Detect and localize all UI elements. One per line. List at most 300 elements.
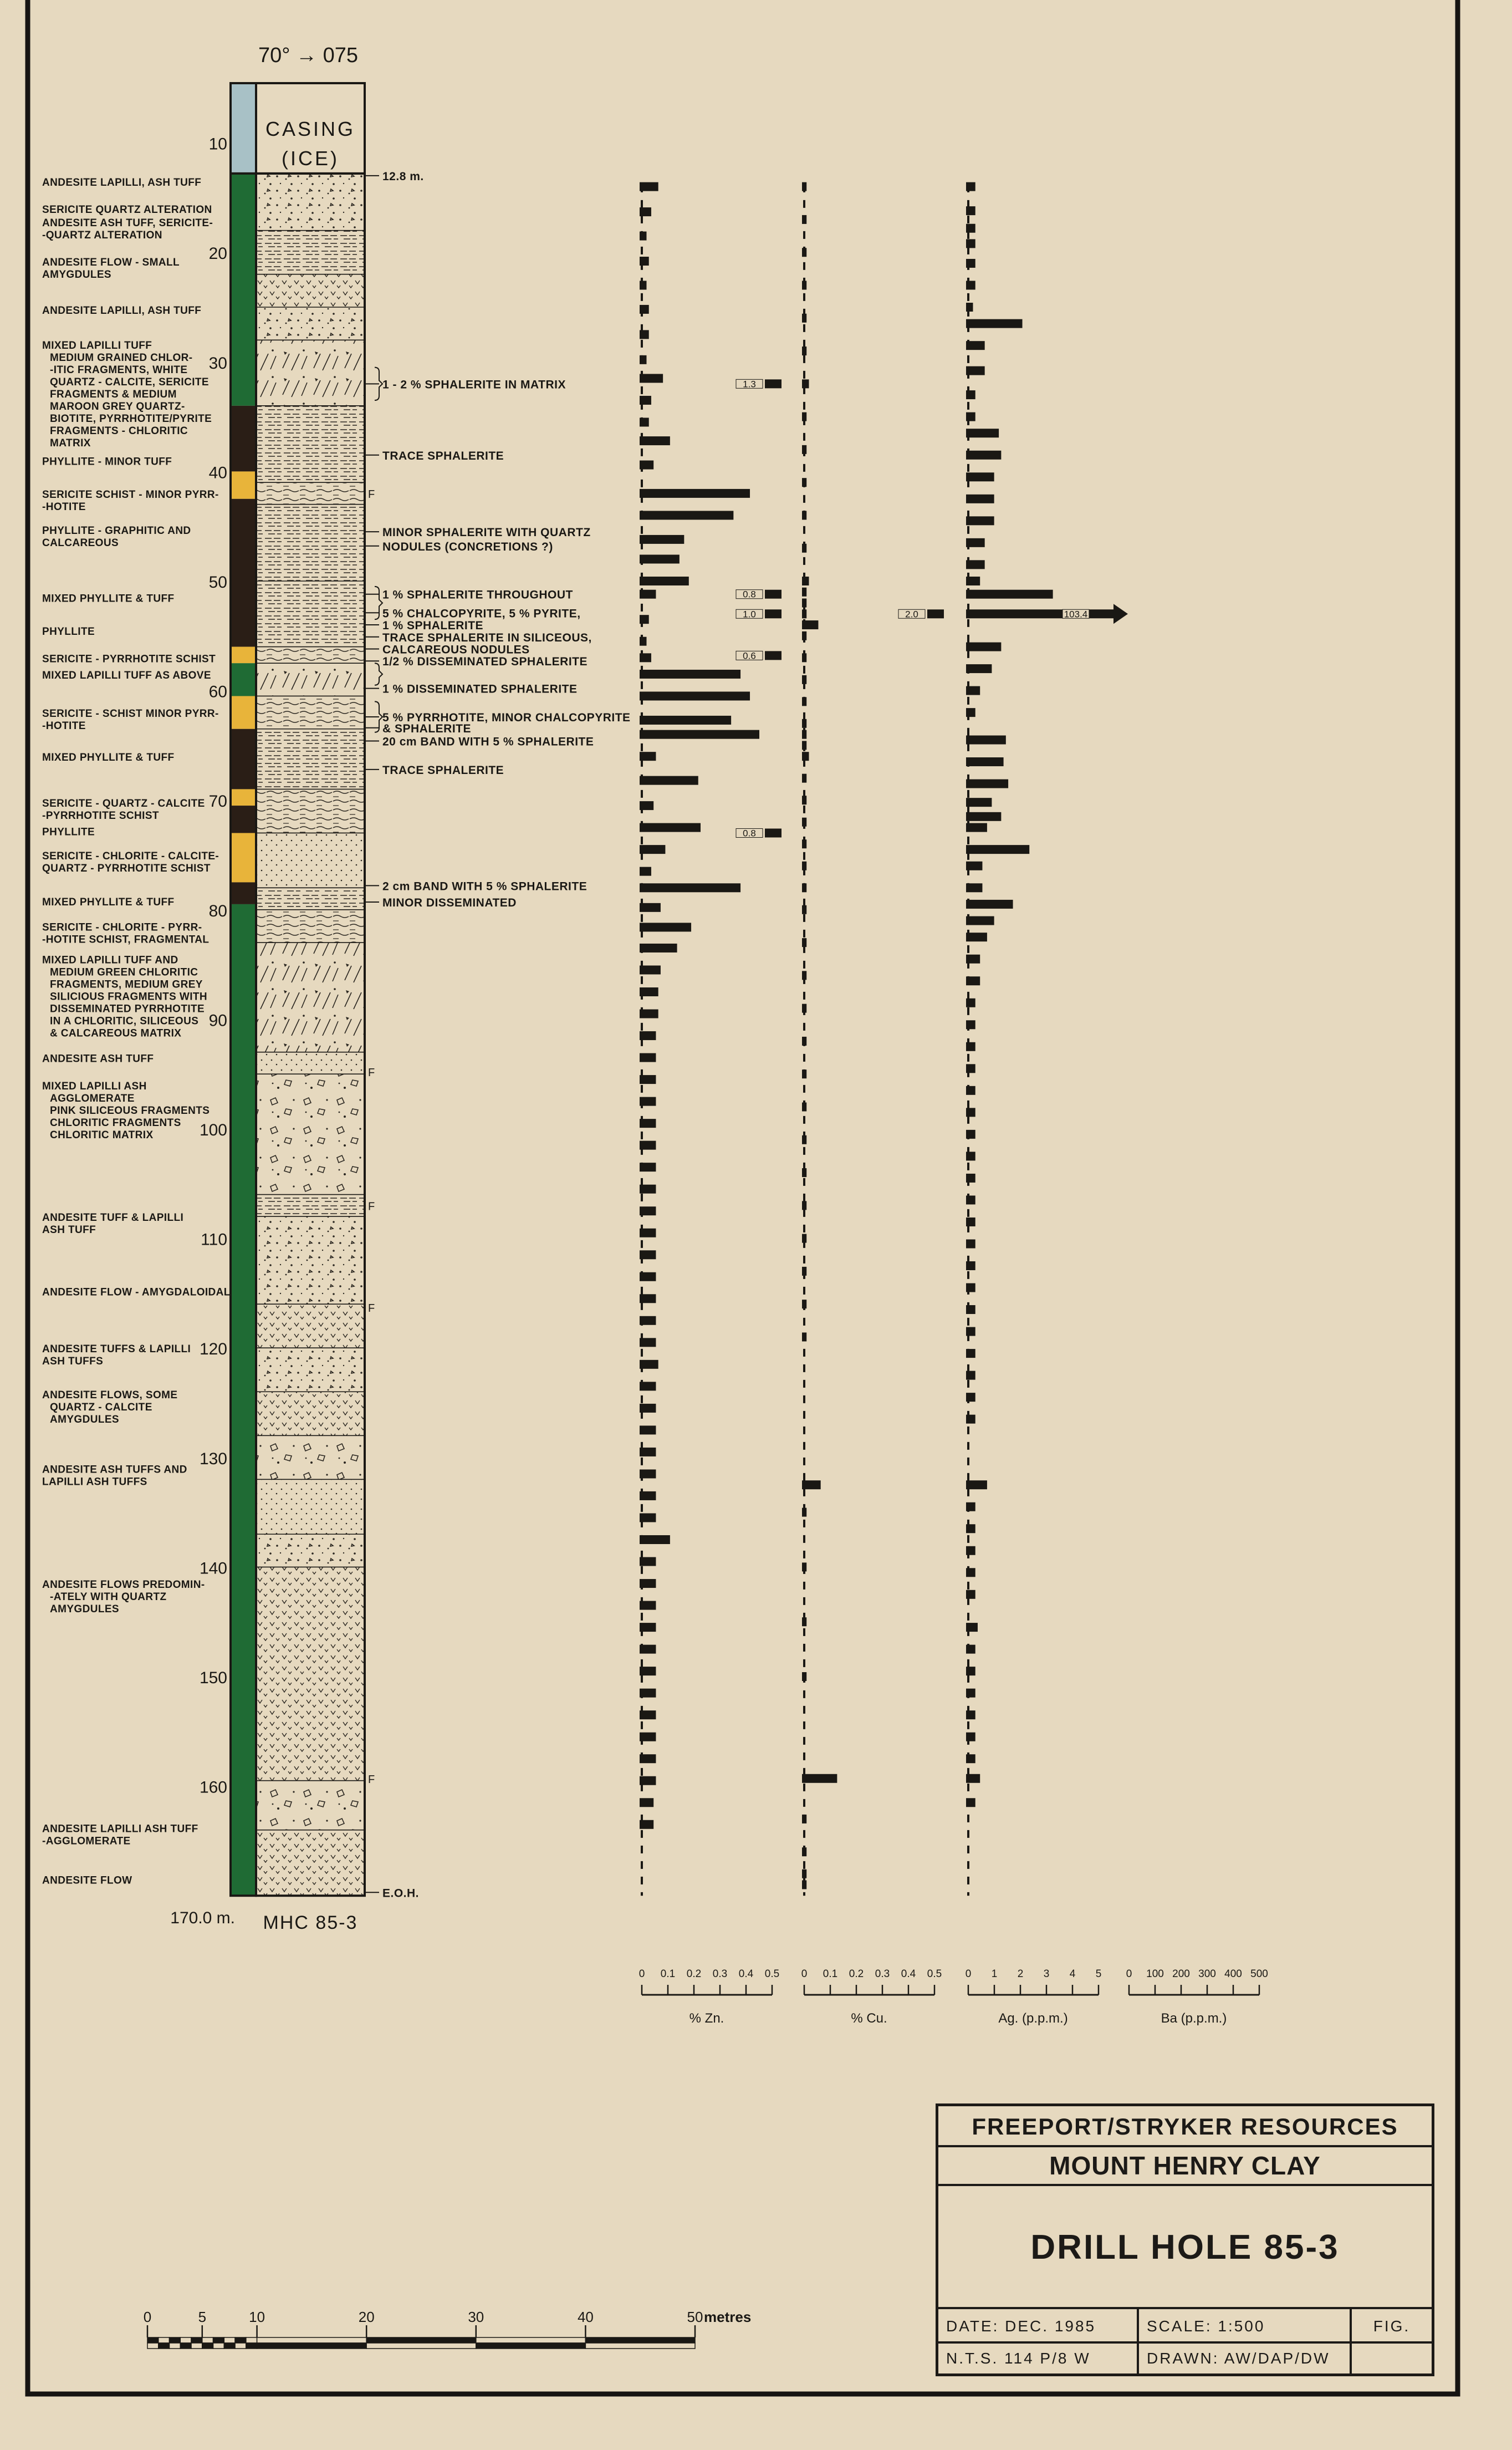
assay-bar-0-53 bbox=[640, 1338, 656, 1347]
axis-tick-label-1-4: 0.4 bbox=[901, 1968, 916, 1980]
rock-pattern-8 bbox=[256, 581, 365, 647]
assay-bar-0-17 bbox=[640, 577, 689, 585]
assay-bar-2-72 bbox=[966, 1754, 975, 1763]
rock-pattern-21 bbox=[256, 1216, 365, 1304]
scale-check-bot-0 bbox=[147, 2343, 159, 2349]
axis-tick-label-0-0: 0 bbox=[638, 1968, 645, 1980]
lithology-descriptions bbox=[42, 177, 231, 1887]
axis-tick-label-0-2: 0.2 bbox=[686, 1968, 702, 1980]
assay-bar-2-68 bbox=[966, 1667, 975, 1675]
assay-bar-0-24 bbox=[640, 716, 731, 725]
assay-bar-1-5 bbox=[802, 347, 806, 355]
mineral-note-3: MINOR SPHALERITE WITH QUARTZ bbox=[382, 526, 591, 539]
assay-bar-0-69 bbox=[640, 1689, 656, 1698]
depth-tick-120: 120 bbox=[199, 1340, 227, 1359]
assay-bar-1-14 bbox=[802, 599, 806, 608]
hole-bearing: 70° → 075 bbox=[258, 44, 358, 67]
assay-bar-0-4 bbox=[640, 281, 646, 289]
mineralization-notes bbox=[366, 170, 631, 1899]
assay-bar-0-26 bbox=[640, 752, 656, 761]
lithology-label-22-0: MIXED LAPILLI ASH bbox=[42, 1080, 147, 1092]
assay-bar-0-62 bbox=[640, 1535, 670, 1544]
value-label-2-0: 103.4 bbox=[1064, 609, 1088, 620]
casing-label: CASING bbox=[265, 118, 356, 140]
bar-cap-0-2 bbox=[765, 609, 781, 618]
assay-bar-0-70 bbox=[640, 1710, 656, 1719]
mineral-note-8: TRACE SPHALERITE IN SILICEOUS, bbox=[382, 631, 592, 644]
assay-bar-2-65 bbox=[966, 1590, 975, 1599]
rock-pattern-7 bbox=[256, 505, 365, 581]
assay-bar-1-20 bbox=[802, 697, 806, 706]
rock-pattern-27 bbox=[256, 1534, 365, 1567]
axis-tick-label-1-0: 0 bbox=[801, 1968, 808, 1980]
mineral-note-12: 5 % PYRRHOTITE, MINOR CHALCOPYRITE bbox=[382, 711, 631, 725]
assay-bar-1-43 bbox=[802, 1300, 806, 1308]
lithology-strip-4 bbox=[231, 647, 256, 664]
assay-bar-0-23 bbox=[640, 691, 750, 700]
assay-bar-1-29 bbox=[802, 862, 806, 870]
scale-seg-top-0 bbox=[257, 2337, 367, 2343]
scale-check-bot-6 bbox=[213, 2343, 224, 2349]
axis-tick-label-2-1: 1 bbox=[991, 1968, 998, 1980]
mineral-note-17: MINOR DISSEMINATED bbox=[382, 896, 517, 909]
nts-cell: N.T.S. 114 P/8 W bbox=[938, 2344, 1139, 2373]
depth-tick-110: 110 bbox=[201, 1230, 227, 1249]
depth-tick-90: 90 bbox=[208, 1011, 227, 1030]
assay-bar-2-63 bbox=[966, 1546, 975, 1555]
mineral-note-16: 2 cm BAND WITH 5 % SPHALERITE bbox=[382, 880, 588, 893]
assay-bar-0-15 bbox=[640, 535, 684, 544]
lithology-label-24-0: ANDESITE FLOW - AMYGDALOIDAL bbox=[42, 1286, 231, 1298]
assay-bar-0-60 bbox=[640, 1491, 656, 1500]
assay-bar-0-22 bbox=[640, 670, 740, 679]
lithology-label-1-0: SERICITE QUARTZ ALTERATION bbox=[42, 204, 212, 216]
assay-bar-2-54 bbox=[966, 1305, 975, 1314]
assay-bar-0-46 bbox=[640, 1185, 656, 1194]
depth-tick-130: 130 bbox=[199, 1449, 227, 1468]
lithology-label-6-0: PHYLLITE - MINOR TUFF bbox=[42, 456, 172, 468]
scale-seg-bot-0 bbox=[257, 2343, 367, 2349]
assay-bar-0-39 bbox=[640, 1031, 656, 1040]
value-label-0-1: 0.8 bbox=[743, 589, 756, 600]
assay-bar-2-60 bbox=[966, 1480, 987, 1489]
depth-tick-50: 50 bbox=[208, 573, 227, 592]
assay-bar-2-46 bbox=[966, 1130, 975, 1139]
scale-check-top-5 bbox=[202, 2337, 213, 2343]
lithology-label-8-1: CALCAREOUS bbox=[42, 537, 119, 549]
assay-bar-1-1 bbox=[802, 215, 806, 224]
assay-bar-0-44 bbox=[640, 1141, 656, 1150]
assay-bar-0-20 bbox=[640, 637, 646, 646]
assay-bar-0-66 bbox=[640, 1623, 656, 1632]
bar-cap-0-3 bbox=[765, 651, 781, 660]
assay-bar-0-34 bbox=[640, 923, 691, 931]
lithology-label-15-1: -PYRRHOTITE SCHIST bbox=[42, 810, 159, 822]
casing-sublabel: (ICE) bbox=[282, 147, 339, 170]
lithology-label-16-0: PHYLLITE bbox=[42, 826, 95, 838]
lithology-label-15-0: SERICITE - QUARTZ - CALCITE bbox=[42, 798, 205, 810]
lithology-label-19-1: -HOTITE SCHIST, FRAGMENTAL bbox=[42, 934, 210, 946]
rock-pattern-15 bbox=[256, 888, 365, 910]
lithology-label-22-3: CHLORITIC FRAGMENTS bbox=[50, 1117, 181, 1129]
assay-bar-0-38 bbox=[640, 1010, 658, 1018]
mineral-note-18: E.O.H. bbox=[382, 1887, 420, 1900]
assay-panel-0 bbox=[639, 182, 781, 2026]
scale-check-top-8 bbox=[235, 2337, 246, 2343]
lithology-label-20-5: IN A CHLORITIC, SILICEOUS bbox=[50, 1015, 199, 1027]
axis-tick-label-2-2: 2 bbox=[1017, 1968, 1024, 1980]
assay-bar-0-27 bbox=[640, 776, 698, 785]
lithology-label-19-0: SERICITE - CHLORITE - PYRR- bbox=[42, 921, 202, 934]
rock-pattern-5 bbox=[256, 406, 365, 482]
scale-tick-label-2: 10 bbox=[249, 2309, 265, 2325]
assay-bar-0-58 bbox=[640, 1448, 656, 1456]
assay-bar-2-53 bbox=[966, 1283, 975, 1292]
assay-bar-2-8 bbox=[966, 341, 985, 350]
assay-bar-0-32 bbox=[640, 883, 740, 892]
hole-id-label: MHC 85-3 bbox=[263, 1912, 358, 1934]
assay-bar-0-65 bbox=[640, 1601, 656, 1610]
lithology-label-5-0: MIXED LAPILLI TUFF bbox=[42, 340, 152, 352]
assay-bar-2-42 bbox=[966, 1042, 975, 1051]
lithology-strip-1 bbox=[231, 406, 256, 472]
fault-marker-1: F bbox=[368, 1067, 375, 1079]
lithology-label-12-0: MIXED LAPILLI TUFF AS ABOVE bbox=[42, 669, 211, 681]
assay-bar-1-31 bbox=[802, 905, 806, 914]
lithology-label-22-2: PINK SILICEOUS FRAGMENTS bbox=[50, 1104, 210, 1117]
assay-bar-0-29 bbox=[640, 823, 701, 832]
rock-pattern-26 bbox=[256, 1479, 365, 1534]
assay-bar-2-52 bbox=[966, 1261, 975, 1270]
assay-bar-2-36 bbox=[966, 916, 994, 925]
lithology-label-3-1: AMYGDULES bbox=[42, 269, 111, 281]
assay-bar-0-5 bbox=[640, 305, 649, 314]
lithology-label-28-0: ANDESITE FLOWS PREDOMIN- bbox=[42, 1579, 205, 1591]
depth-tick-40: 40 bbox=[208, 463, 227, 482]
assay-bar-0-72 bbox=[640, 1754, 656, 1763]
assay-bar-2-29 bbox=[966, 798, 992, 807]
assay-bar-0-6 bbox=[640, 330, 649, 339]
assay-bar-2-61 bbox=[966, 1502, 975, 1511]
axis-tick-label-0-1: 0.1 bbox=[660, 1968, 676, 1980]
assay-bar-2-45 bbox=[966, 1108, 975, 1117]
lithology-label-23-0: ANDESITE TUFF & LAPILLI bbox=[42, 1212, 184, 1224]
assay-bar-2-32 bbox=[966, 845, 1029, 854]
lithology-label-2-1: -QUARTZ ALTERATION bbox=[42, 229, 162, 241]
depth-tick-10: 10 bbox=[208, 135, 227, 154]
scale-bar bbox=[144, 2309, 752, 2349]
assay-bar-2-49 bbox=[966, 1195, 975, 1204]
depth-tick-100: 100 bbox=[199, 1121, 227, 1139]
lithology-label-7-0: SERICITE SCHIST - MINOR PYRR- bbox=[42, 488, 219, 501]
assay-bar-1-45 bbox=[802, 1480, 821, 1489]
assay-bar-2-11 bbox=[966, 412, 975, 421]
lithology-label-22-4: CHLORITIC MATRIX bbox=[50, 1129, 154, 1141]
axis-title-1: % Cu. bbox=[851, 2011, 887, 2026]
scale-seg-top-3 bbox=[585, 2337, 695, 2343]
assay-bar-0-45 bbox=[640, 1163, 656, 1171]
value-label-0-0: 1.3 bbox=[743, 379, 756, 390]
assay-bar-2-14 bbox=[966, 472, 994, 481]
assay-bar-2-22 bbox=[966, 643, 1001, 651]
lithology-label-17-0: SERICITE - CHLORITE - CALCITE- bbox=[42, 850, 219, 862]
rock-pattern-12 bbox=[256, 729, 365, 789]
assay-bar-2-28 bbox=[966, 780, 1008, 788]
mineral-note-10: 1/2 % DISSEMINATED SPHALERITE bbox=[382, 655, 588, 669]
assay-bar-2-12 bbox=[966, 429, 999, 437]
scale-tick-label-3: 20 bbox=[358, 2309, 375, 2325]
lithology-label-25-0: ANDESITE TUFFS & LAPILLI bbox=[42, 1343, 191, 1356]
assay-bar-0-25 bbox=[640, 730, 759, 739]
assay-bar-2-39 bbox=[966, 976, 980, 985]
assay-bar-2-35 bbox=[966, 900, 1013, 909]
assay-bar-1-37 bbox=[802, 1102, 806, 1111]
assay-bar-1-26 bbox=[802, 796, 806, 804]
assay-bar-1-50 bbox=[802, 1774, 837, 1783]
lithology-label-4-0: ANDESITE LAPILLI, ASH TUFF bbox=[42, 304, 202, 317]
axis-tick-label-2-5: 5 bbox=[1095, 1968, 1102, 1980]
assay-bar-2-67 bbox=[966, 1645, 975, 1654]
assay-bar-0-16 bbox=[640, 554, 680, 563]
assay-bar-1-49 bbox=[802, 1672, 806, 1681]
lithology-label-23-1: ASH TUFF bbox=[42, 1224, 96, 1236]
scale-tick-label-4: 30 bbox=[468, 2309, 484, 2325]
assay-bar-1-32 bbox=[802, 938, 806, 947]
assay-bar-2-56 bbox=[966, 1349, 975, 1358]
lithology-label-8-0: PHYLLITE - GRAPHITIC AND bbox=[42, 525, 191, 537]
scale-check-bot-8 bbox=[235, 2343, 246, 2349]
assay-bar-1-19 bbox=[802, 675, 806, 684]
depth-tick-30: 30 bbox=[208, 354, 227, 373]
overflow-arrow-icon bbox=[1089, 604, 1128, 624]
axis-tick-label-2-0: 0 bbox=[965, 1968, 972, 1980]
assay-bar-2-55 bbox=[966, 1327, 975, 1336]
bar-cap-1-0 bbox=[927, 609, 944, 618]
rock-pattern-3 bbox=[256, 307, 365, 340]
mineral-note-0: 12.8 m. bbox=[382, 170, 424, 183]
assay-bar-0-71 bbox=[640, 1733, 656, 1741]
lithology-strip-5 bbox=[231, 663, 256, 696]
assay-bar-2-7 bbox=[966, 319, 1023, 328]
mineral-note-9: CALCAREOUS NODULES bbox=[382, 643, 530, 656]
assay-bar-0-13 bbox=[640, 489, 750, 498]
assay-bar-2-69 bbox=[966, 1689, 975, 1698]
axis-tick-label-3-1: 100 bbox=[1146, 1968, 1164, 1980]
assay-bar-0-7 bbox=[640, 355, 646, 364]
lithology-label-5-3: QUARTZ - CALCITE, SERICITE bbox=[50, 376, 209, 389]
lithology-strip-0 bbox=[231, 174, 256, 406]
lithology-label-20-0: MIXED LAPILLI TUFF AND bbox=[42, 954, 178, 966]
lithology-label-5-8: MATRIX bbox=[50, 437, 91, 450]
assay-bar-2-16 bbox=[966, 516, 994, 525]
lithology-label-29-1: -AGGLOMERATE bbox=[42, 1835, 131, 1847]
axis-tick-label-2-4: 4 bbox=[1069, 1968, 1076, 1980]
assay-bar-2-18 bbox=[966, 560, 985, 569]
axis-tick-label-3-5: 500 bbox=[1250, 1968, 1268, 1980]
axis-tick-label-3-3: 300 bbox=[1198, 1968, 1216, 1980]
lithology-label-20-6: & CALCAREOUS MATRIX bbox=[50, 1027, 182, 1040]
assay-bar-0-14 bbox=[640, 511, 733, 519]
assay-bar-0-52 bbox=[640, 1316, 656, 1325]
rock-pattern-29 bbox=[256, 1781, 365, 1830]
assay-panel-1 bbox=[801, 182, 944, 2026]
assay-bar-0-33 bbox=[640, 903, 661, 912]
scale-seg-top-2 bbox=[476, 2337, 586, 2343]
lithology-label-28-2: AMYGDULES bbox=[50, 1603, 119, 1616]
lithology-label-26-0: ANDESITE FLOWS, SOME bbox=[42, 1389, 178, 1402]
depth-tick-140: 140 bbox=[199, 1559, 227, 1578]
assay-bar-1-13 bbox=[802, 588, 806, 597]
lithology-label-26-1: QUARTZ - CALCITE bbox=[50, 1402, 152, 1414]
mineral-note-13: & SPHALERITE bbox=[382, 722, 472, 735]
assay-bar-0-1 bbox=[640, 207, 651, 216]
assay-bar-0-9 bbox=[640, 396, 651, 405]
assay-bar-0-42 bbox=[640, 1097, 656, 1106]
rock-pattern-20 bbox=[256, 1195, 365, 1217]
assay-bar-2-62 bbox=[966, 1524, 975, 1533]
project-name: MOUNT HENRY CLAY bbox=[938, 2147, 1432, 2186]
assay-bar-2-6 bbox=[966, 303, 973, 312]
assay-bar-2-74 bbox=[966, 1798, 975, 1807]
interval-bracket-2 bbox=[375, 663, 382, 685]
assay-bar-0-35 bbox=[640, 944, 677, 953]
lithology-label-29-0: ANDESITE LAPILLI ASH TUFF bbox=[42, 1823, 198, 1835]
figure-number-cell: FIG. bbox=[1352, 2309, 1432, 2344]
lithology-label-14-0: MIXED PHYLLITE & TUFF bbox=[42, 752, 175, 764]
assay-bar-0-59 bbox=[640, 1469, 656, 1478]
lithology-label-9-0: MIXED PHYLLITE & TUFF bbox=[42, 593, 175, 605]
lithology-label-20-1: MEDIUM GREEN CHLORITIC bbox=[50, 966, 198, 979]
assay-bar-1-3 bbox=[802, 281, 806, 289]
rock-pattern-25 bbox=[256, 1435, 365, 1479]
assay-bar-0-21 bbox=[640, 653, 651, 662]
casing-strip bbox=[231, 83, 256, 174]
assay-bar-2-38 bbox=[966, 955, 980, 964]
assay-bar-2-44 bbox=[966, 1086, 975, 1095]
depth-tick-150: 150 bbox=[199, 1669, 227, 1687]
assay-bar-2-73 bbox=[966, 1774, 980, 1783]
lithology-label-18-0: MIXED PHYLLITE & TUFF bbox=[42, 896, 175, 908]
assay-bar-2-5 bbox=[966, 281, 975, 289]
axis-tick-label-0-3: 0.3 bbox=[712, 1968, 728, 1980]
scale-seg-bot-1 bbox=[366, 2343, 476, 2349]
assay-bar-0-49 bbox=[640, 1250, 656, 1259]
assay-bar-0-56 bbox=[640, 1404, 656, 1413]
lithology-label-3-0: ANDESITE FLOW - SMALL bbox=[42, 257, 180, 269]
assay-bar-2-37 bbox=[966, 933, 987, 941]
assay-bar-2-26 bbox=[966, 736, 1006, 745]
lithology-label-10-0: PHYLLITE bbox=[42, 625, 95, 638]
depth-tick-160: 160 bbox=[199, 1778, 227, 1797]
assay-bar-2-33 bbox=[966, 862, 982, 870]
scale-tick-label-6: 50 bbox=[687, 2309, 703, 2325]
lithology-label-13-0: SERICITE - SCHIST MINOR PYRR- bbox=[42, 708, 219, 720]
assay-bar-1-42 bbox=[802, 1267, 806, 1276]
assay-bar-0-57 bbox=[640, 1425, 656, 1434]
assay-panel-3 bbox=[1126, 1968, 1268, 2026]
value-label-0-3: 0.6 bbox=[743, 650, 756, 661]
rock-pattern-4 bbox=[256, 340, 365, 406]
scale-seg-top-1 bbox=[366, 2337, 476, 2343]
axis-title-3: Ba (p.p.m.) bbox=[1161, 2011, 1227, 2026]
assay-bar-2-41 bbox=[966, 1020, 975, 1029]
assay-bar-0-64 bbox=[640, 1579, 656, 1588]
total-depth-label: 170.0 m. bbox=[170, 1909, 235, 1928]
value-label-0-2: 1.0 bbox=[743, 609, 756, 620]
lithology-label-26-2: AMYGDULES bbox=[50, 1414, 119, 1426]
lithology-strip-8 bbox=[231, 789, 256, 806]
lithology-strip-11 bbox=[231, 882, 256, 904]
lithology-label-5-7: FRAGMENTS - CHLORITIC bbox=[50, 425, 188, 437]
date-cell: DATE: DEC. 1985 bbox=[938, 2309, 1139, 2344]
fault-marker-3: F bbox=[368, 1302, 375, 1315]
assay-bar-0-50 bbox=[640, 1272, 656, 1281]
assay-bar-0-47 bbox=[640, 1206, 656, 1215]
lithology-label-27-0: ANDESITE ASH TUFFS AND bbox=[42, 1464, 187, 1476]
assay-bar-0-75 bbox=[640, 1820, 653, 1829]
lithology-label-20-2: FRAGMENTS, MEDIUM GREY bbox=[50, 979, 203, 991]
assay-bar-2-70 bbox=[966, 1710, 975, 1719]
rock-pattern-16 bbox=[256, 910, 365, 943]
lithology-label-13-1: -HOTITE bbox=[42, 720, 86, 732]
assay-bar-1-46 bbox=[802, 1508, 806, 1517]
scale-check-top-7 bbox=[224, 2337, 235, 2343]
assay-bar-1-17 bbox=[802, 631, 806, 640]
axis-tick-label-2-3: 3 bbox=[1043, 1968, 1050, 1980]
mineral-note-2: TRACE SPHALERITE bbox=[382, 449, 504, 462]
assay-bar-0-18 bbox=[640, 590, 656, 599]
assay-bar-0-67 bbox=[640, 1645, 656, 1654]
assay-bar-2-30 bbox=[966, 812, 1001, 821]
assay-bar-1-35 bbox=[802, 1037, 806, 1046]
assay-bar-0-10 bbox=[640, 417, 649, 426]
assay-bar-0-3 bbox=[640, 257, 649, 266]
scale-check-top-3 bbox=[180, 2337, 191, 2343]
company-name: FREEPORT/STRYKER RESOURCES bbox=[938, 2106, 1432, 2147]
lithology-label-17-1: QUARTZ - PYRRHOTITE SCHIST bbox=[42, 863, 211, 874]
mineral-note-6: 5 % CHALCOPYRITE, 5 % PYRITE, bbox=[382, 607, 581, 620]
assay-bar-1-30 bbox=[802, 883, 806, 892]
assay-bar-2-4 bbox=[966, 259, 975, 268]
scale-tick-label-5: 40 bbox=[577, 2309, 594, 2325]
scale-seg-bot-2 bbox=[476, 2343, 586, 2349]
assay-bar-2-10 bbox=[966, 390, 975, 399]
assay-bar-2-3 bbox=[966, 239, 975, 248]
assay-bar-0-0 bbox=[640, 182, 658, 191]
scale-check-bot-3 bbox=[180, 2343, 191, 2349]
axis-tick-label-1-2: 0.2 bbox=[849, 1968, 864, 1980]
rock-pattern-0 bbox=[256, 174, 365, 231]
lithology-label-11-0: SERICITE - PYRRHOTITE SCHIST bbox=[42, 653, 216, 665]
assay-bar-2-25 bbox=[966, 708, 975, 717]
lithology-label-27-1: LAPILLI ASH TUFFS bbox=[42, 1476, 147, 1488]
value-label-0-4: 0.8 bbox=[743, 828, 756, 839]
assay-bar-2-34 bbox=[966, 883, 982, 892]
lithology-strip-6 bbox=[231, 696, 256, 729]
lithology-label-7-1: -HOTITE bbox=[42, 501, 86, 513]
mineral-note-11: 1 % DISSEMINATED SPHALERITE bbox=[382, 682, 578, 696]
assay-bar-2-50 bbox=[966, 1218, 975, 1226]
assay-bar-2-24 bbox=[966, 686, 980, 695]
assay-bar-1-4 bbox=[802, 314, 806, 323]
rock-pattern-14 bbox=[256, 833, 365, 888]
value-label-1-0: 2.0 bbox=[905, 609, 918, 620]
assay-bar-1-8 bbox=[802, 445, 806, 454]
scale-unit-label: metres bbox=[704, 2309, 752, 2325]
fault-marker-2: F bbox=[368, 1200, 375, 1213]
assay-bar-0-37 bbox=[640, 987, 658, 996]
scale-check-top-0 bbox=[147, 2337, 159, 2343]
